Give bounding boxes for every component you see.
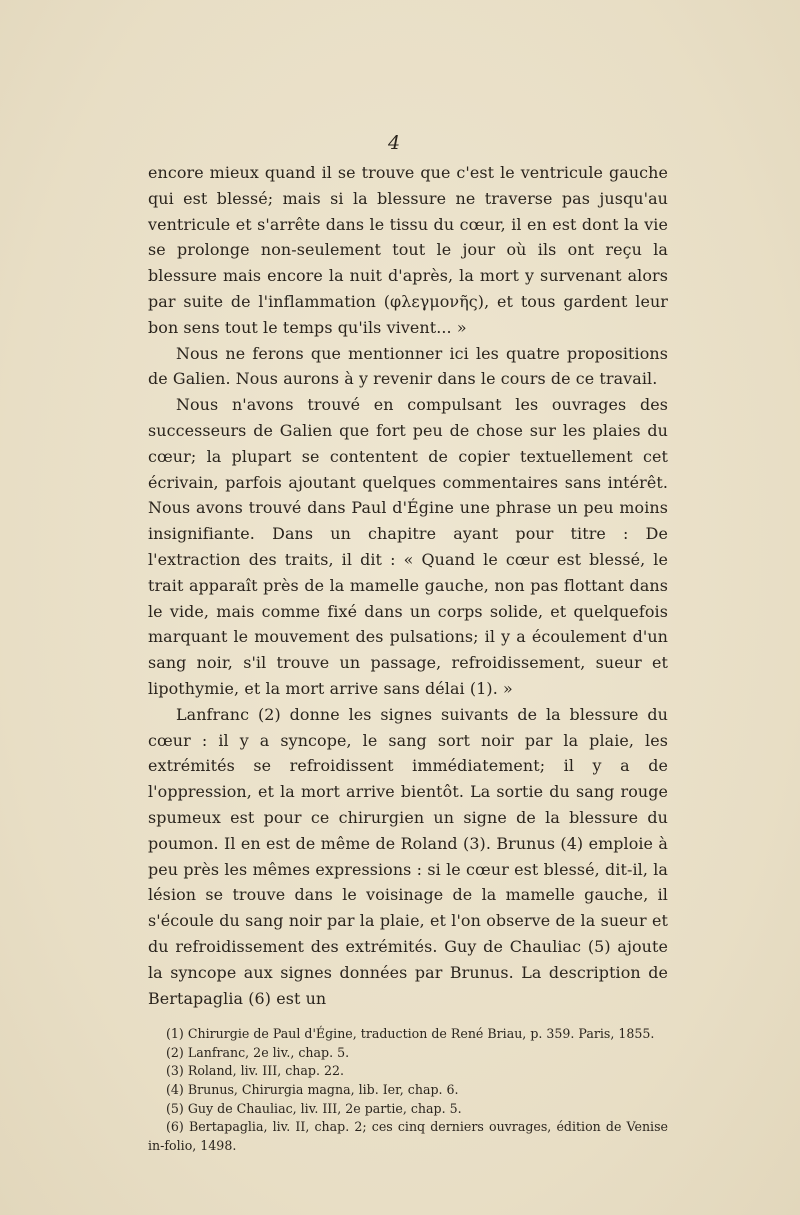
page-number: 4 <box>388 132 401 154</box>
footnote: (2) Lanfranc, 2e liv., chap. 5. <box>166 1044 350 1060</box>
footnotes <box>148 1025 668 1155</box>
footnote: (6) Bertapaglia, liv. II, chap. 2; ces cinq derniers ouvrages, édition de Venise in-folio, 1498. <box>148 1119 668 1153</box>
footnote: (1) Chirurgie de Paul d'Égine, traduction de René Briau, p. 359. Paris, 1855. <box>166 1026 655 1042</box>
paragraph: Nous n'avons trouvé en compulsant les ouvrages des successeurs de Galien que fort peu de chose sur les plaies du cœur; la plupart se contentent de copier textuellement cet écrivain, parfois ajoutant quelques commentaires sans intérêt. Nous avons trouvé dans Paul d'Égine une phrase un peu moins insignifiante. Dans un chapitre ayant pour titre : De l'extraction des traits, il dit : « Quand le cœur est blessé, le trait apparaît près de la mamelle gauche, non pas flottant dans le vide, mais comme fixé dans un corps solide, et quelquefois marquant le mouvement des pulsations; il y a écoulement d'un sang noir, s'il trouve un passage, refroidissement, sueur et lipothymie, et la mort arrive sans délai (1). » <box>148 395 668 698</box>
paragraph: Lanfranc (2) donne les signes suivants de la blessure du cœur : il y a syncope, le sang sort noir par la plaie, les extrémités se refroidissent immédiatement; il y a de l'oppression, et la mort arrive bientôt. La sortie du sang rouge spumeux est pour ce chirurgien un signe de la blessure du poumon. Il en est de même de Roland (3). Brunus (4) emploie à peu près les mêmes expressions : si le cœur est blessé, dit-il, la lésion se trouve dans le voisinage de la mamelle gauche, il s'écoule du sang noir par la plaie, et l'on observe de la sueur et du refroidissement des extrémités. Guy de Chauliac (5) ajoute la syncope aux signes données par Brunus. La description de Bertapaglia (6) est un <box>148 704 668 1008</box>
paragraph: encore mieux quand il se trouve que c'est le ventricule gauche qui est blessé; mais si la blessure ne traverse pas jusqu'au ventricule et s'arrête dans le tissu du cœur, il en est dont la vie se prolonge non-seulement tout le jour où ils ont reçu la blessure mais encore la nuit d'après, la mort y survenant alors par suite de l'inflammation (φλεγμονῆς), et tous gardent leur bon sens tout le temps qu'ils vivent... » <box>148 163 668 337</box>
footnote: (4) Brunus, Chirurgia magna, lib. Ier, chap. 6. <box>166 1082 459 1098</box>
body-text <box>148 160 668 1011</box>
page-text <box>148 160 668 1155</box>
footnote: (3) Roland, liv. III, chap. 22. <box>166 1063 345 1079</box>
footnote: (5) Guy de Chauliac, liv. III, 2e partie, chap. 5. <box>166 1100 462 1116</box>
paragraph: Nous ne ferons que mentionner ici les quatre propositions de Galien. Nous aurons à y revenir dans le cours de ce travail. <box>148 343 668 389</box>
